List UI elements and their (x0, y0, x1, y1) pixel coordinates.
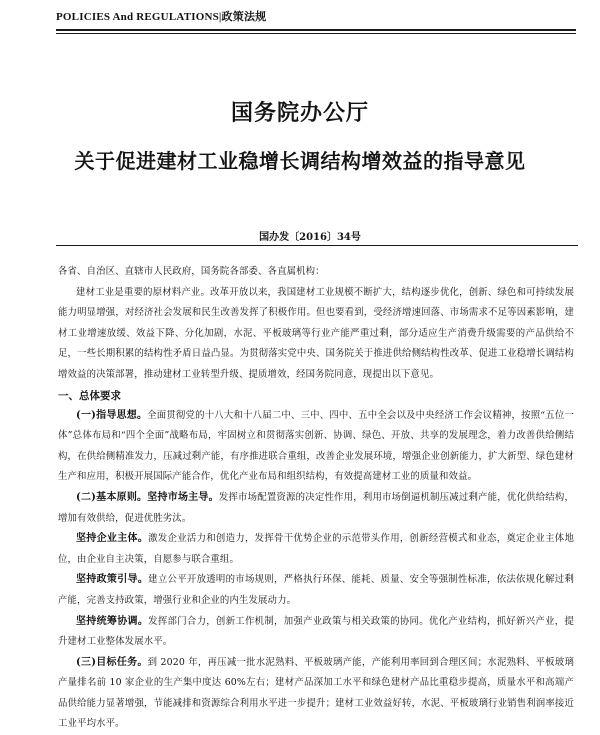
principles-paragraph (58, 488, 574, 529)
principle-policy-text: 建立公平开放透明的市场规则，严格执行环保、能耗、质量、安全等强制性标准，依法依规化解过剩产能，完善支持政策，增强行业和企业的内生发展动力。 (58, 574, 574, 606)
principle-enterprise-label: 坚持企业主体。 (76, 533, 149, 545)
header-rule (56, 29, 576, 31)
goals-label: (三)目标任务。 (76, 656, 148, 668)
principle-enterprise-text: 激发企业活力和创造力，发挥骨干优势企业的示范带头作用，创新经营模式和业态，奠定企业主体地位，由企业自主决策，自愿参与联合重组。 (58, 533, 574, 565)
principle-enterprise (58, 529, 574, 570)
guiding-label: (一)指导思想。 (76, 409, 148, 421)
section-heading: 一、总体要求 (58, 389, 121, 402)
principle-coordination-label: 坚持统筹协调。 (76, 615, 149, 627)
goals-paragraph (58, 653, 574, 735)
principle-coordination-text: 发挥部门合力，创新工作机制，加强产业政策与相关政策的协同。优化产业结构，抓好新兴产业，提升建材工业整体发展水平。 (58, 615, 574, 648)
principles-label: (二)基本原则。坚持市场主导。 (76, 491, 219, 503)
guiding-text: 全面贯彻党的十八大和十八届二中、三中、四中、五中全会以及中央经济工作会议精神，按照“五位一体”总体布局和“四个全面”战略布局，牢固树立和贯彻落实创新、协调、绿色、开放、共享的发展理念，着力改善供给侧结构，在供给侧精准发力，压减过剩产能，有序推进联合重组，改善企业发展环境，增强企业创新能力，扩大新型、绿色建材生产和应用，积极开展国际产能合作，优化产业布局和组织结构，有效提高建材工业的质量和效益。 (58, 409, 574, 483)
goals-text: 到 2020 年，再压减一批水泥熟料、平板玻璃产能，产能利用率回到合理区间；水泥熟料、平板玻璃产量排名前 10 家企业的生产集中度达 60%左右；建材产品深加工水平和绿色建材产品比重稳步提高，质量水平和高端产品供给能力显著增强，节能减排和资源综合利用水平进一步提升；建材工业效益好转，水泥、平板玻璃行业销售利润率接近工业平均水平。 (58, 656, 574, 730)
document-number: 国办发〔2016〕34号 (259, 232, 361, 243)
principle-policy-label: 坚持政策引导。 (76, 574, 149, 586)
principles-text: 发挥市场配置资源的决定性作用，利用市场倒逼机制压减过剩产能，优化供给结构，增加有效供给，促进优胜劣汰。 (58, 491, 574, 524)
journal-header: POLICIES And REGULATIONS|政策法规 (56, 11, 267, 23)
document-title: 关于促进建材工业稳增长调结构增效益的指导意见 (74, 149, 526, 173)
issuing-office: 国务院办公厅 (230, 100, 369, 126)
salutation: 各省、自治区、直辖市人民政府，国务院各部委、各直属机构： (58, 266, 325, 277)
document-body (58, 262, 574, 735)
header-rule-thin (56, 33, 576, 34)
intro-paragraph: 建材工业是重要的原材料产业。改革开放以来，我国建材工业规模不断扩大，结构逐步优化，创新、绿色和可持续发展能力明显增强，对经济社会发展和民生改善发挥了积极作用。但也要看到，受经济增速回落、市场需求不足等因素影响，建材工业增速放缓、效益下降、分化加剧，水泥、平板玻璃等行业产能严重过剩，部分适应生产消费升级需要的产品供给不足，一些长期积累的结构性矛盾日益凸显。为贯彻落实党中央、国务院关于推进供给侧结构性改革、促进工业稳增长调结构增效益的决策部署，推动建材工业转型升级、提质增效，经国务院同意，现提出以下意见。 (58, 286, 574, 380)
principle-coordination (58, 612, 574, 653)
guiding-paragraph (58, 406, 574, 488)
document-number-rule (56, 245, 578, 246)
principle-policy (58, 570, 574, 611)
